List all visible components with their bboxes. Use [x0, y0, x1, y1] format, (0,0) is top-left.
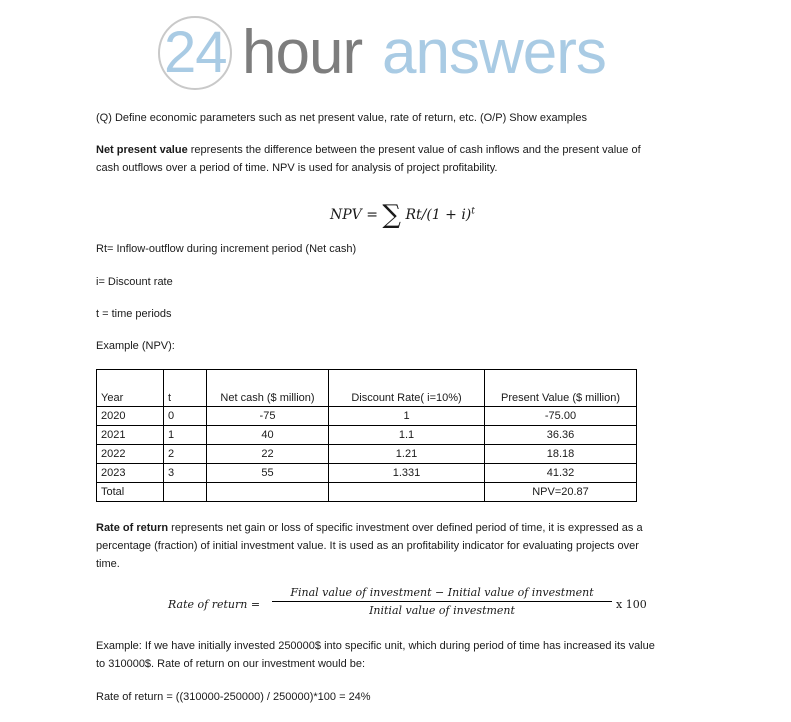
- ror-multiplier: x 100: [616, 598, 647, 611]
- table-row: [97, 445, 637, 464]
- cell-present-value: -75.00: [485, 407, 637, 426]
- npv-term: Net present value: [96, 144, 188, 156]
- cell-discount-rate: 1.1: [329, 426, 485, 445]
- logo-number: 24: [164, 20, 227, 85]
- total-empty-t: [164, 483, 207, 502]
- ror-example-line1: Example: If we have initially invested 250000$ into specific unit, which during period of time has increased its value: [96, 640, 655, 652]
- npv-definition-line2: cash outflows over a period of time. NPV is used for analysis of project profitability.: [96, 162, 498, 174]
- header-present-value: Present Value ($ million): [485, 370, 637, 407]
- cell-t: 0: [164, 407, 207, 426]
- ror-definition: [96, 519, 716, 573]
- cell-discount-rate: 1.331: [329, 464, 485, 483]
- header-discount-rate: Discount Rate( i=10%): [329, 370, 485, 407]
- i-definition: i= Discount rate: [96, 276, 173, 288]
- ror-definition-line1: represents net gain or loss of specific investment over defined period of time, it is expressed as a: [168, 522, 643, 534]
- npv-table: [96, 369, 637, 502]
- cell-discount-rate: 1: [329, 407, 485, 426]
- ror-example: [96, 637, 716, 673]
- header-net-cash: Net cash ($ million): [207, 370, 329, 407]
- npv-definition-line1: represents the difference between the present value of cash inflows and the present value of: [187, 144, 641, 156]
- table-row: [97, 426, 637, 445]
- total-empty-discount: [329, 483, 485, 502]
- ror-term: Rate of return: [96, 522, 169, 534]
- cell-present-value: 41.32: [485, 464, 637, 483]
- cell-t: 2: [164, 445, 207, 464]
- rt-definition: Rt= Inflow-outflow during increment period (Net cash): [96, 243, 357, 255]
- ror-fraction: [272, 586, 612, 617]
- cell-year: 2022: [97, 445, 164, 464]
- npv-formula-rhs: Rt/(1 + i): [405, 207, 472, 223]
- ror-definition-line2: percentage (fraction) of initial investment value. It is used as an profitability indicator for evaluating projects over: [96, 540, 639, 552]
- header-year: Year: [97, 370, 164, 407]
- total-empty-net-cash: [207, 483, 329, 502]
- cell-t: 3: [164, 464, 207, 483]
- npv-formula: [330, 196, 475, 230]
- cell-net-cash: 55: [207, 464, 329, 483]
- sigma-symbol: ∑: [382, 200, 401, 230]
- table-row: [97, 464, 637, 483]
- total-label: Total: [97, 483, 164, 502]
- cell-net-cash: -75: [207, 407, 329, 426]
- question-text: (Q) Define economic parameters such as net present value, rate of return, etc. (O/P) Show examples: [96, 112, 587, 124]
- cell-net-cash: 22: [207, 445, 329, 464]
- cell-discount-rate: 1.21: [329, 445, 485, 464]
- cell-year: 2020: [97, 407, 164, 426]
- logo-word-hour: hour: [242, 18, 363, 87]
- t-definition: t = time periods: [96, 308, 172, 320]
- cell-t: 1: [164, 426, 207, 445]
- cell-year: 2021: [97, 426, 164, 445]
- cell-present-value: 36.36: [485, 426, 637, 445]
- ror-denominator: Initial value of investment: [369, 604, 515, 617]
- ror-formula: [168, 586, 658, 626]
- npv-example-label: Example (NPV):: [96, 340, 175, 352]
- ror-formula-lhs: Rate of return =: [168, 598, 261, 611]
- cell-year: 2023: [97, 464, 164, 483]
- npv-formula-exponent: t: [471, 206, 475, 217]
- cell-present-value: 18.18: [485, 445, 637, 464]
- cell-net-cash: 40: [207, 426, 329, 445]
- header-t: t: [164, 370, 207, 407]
- ror-numerator: Final value of investment − Initial value of investment: [272, 586, 612, 602]
- logo-word-answers: answers: [382, 18, 606, 87]
- ror-definition-line3: time.: [96, 558, 120, 570]
- logo: [158, 10, 628, 96]
- table-header-row: [97, 370, 637, 407]
- npv-formula-lhs: NPV =: [330, 207, 378, 223]
- ror-example-line2: to 310000$. Rate of return on our investment would be:: [96, 658, 366, 670]
- total-npv-value: NPV=20.87: [485, 483, 637, 502]
- npv-definition: [96, 141, 716, 177]
- ror-calculation: Rate of return = ((310000-250000) / 250000)*100 = 24%: [96, 691, 371, 703]
- table-row: [97, 407, 637, 426]
- table-total-row: [97, 483, 637, 502]
